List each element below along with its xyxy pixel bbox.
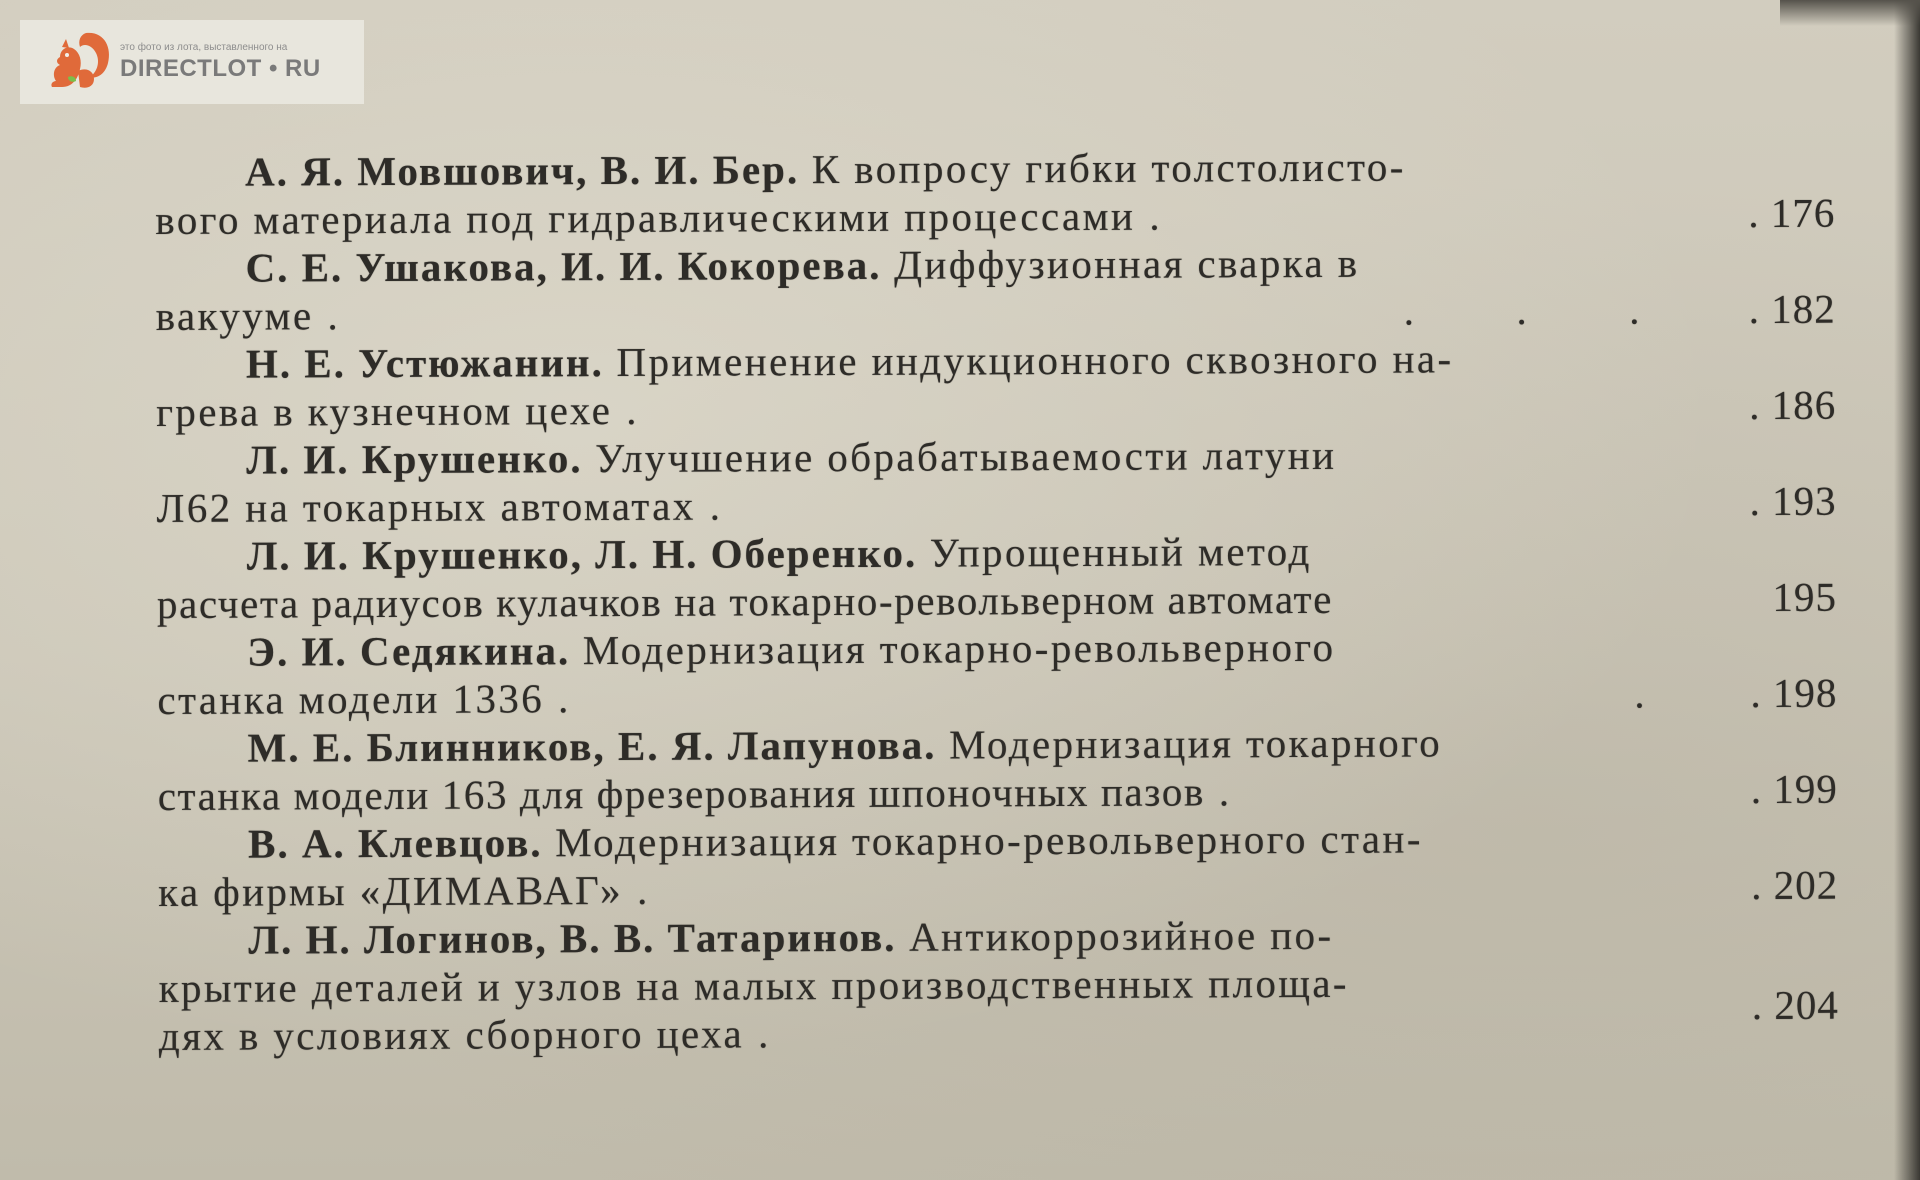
entry-authors: С. Е. Ушакова, И. И. Кокорева. xyxy=(245,241,882,291)
entry-title-continued: вакууме xyxy=(155,292,314,339)
entry-title: Антикоррозийное по- xyxy=(896,911,1334,960)
entry-title-continued: ка фирмы «ДИМАВАГ» xyxy=(158,866,624,915)
entry-page-number: . 202 xyxy=(1751,861,1839,909)
entry-page-number: . 186 xyxy=(1749,381,1837,429)
entry-title-continued: вого материала под гидравлическими процессами xyxy=(155,192,1136,243)
toc-entry xyxy=(156,333,1856,436)
entry-title-continued: станка модели 163 для фрезерования шпоночных пазов xyxy=(157,768,1205,819)
watermark-caption: это фото из лота, выставленного на xyxy=(120,41,288,53)
entry-title: Модернизация токарно-револьверного стан- xyxy=(542,815,1423,866)
entry-page-number: . 193 xyxy=(1749,477,1837,525)
entry-title: Модернизация токарно-револьверного xyxy=(570,623,1336,674)
entry-page-number: . 176 xyxy=(1748,189,1836,237)
entry-title-continued: крытие деталей и узлов на малых производственных площа- xyxy=(158,959,1350,1011)
dot-leader xyxy=(1135,189,1675,239)
entry-page-number: . 198 xyxy=(1750,669,1838,717)
page-corner-shadow xyxy=(1780,0,1920,26)
entry-authors: М. Е. Блинников, Е. Я. Лапунова. xyxy=(247,721,937,771)
toc-entry xyxy=(158,909,1859,1060)
toc-entry xyxy=(156,429,1856,532)
dot-leader xyxy=(744,1005,1679,1057)
entry-page-number: . 199 xyxy=(1750,765,1838,813)
entry-title: Применение индукционного сквозного на- xyxy=(603,335,1454,386)
toc-entry xyxy=(157,525,1857,628)
squirrel-icon xyxy=(38,27,114,97)
dot-leader xyxy=(544,669,1678,722)
dot-leader xyxy=(623,861,1678,914)
entry-authors: В. А. Клевцов. xyxy=(247,819,543,867)
toc-entry xyxy=(158,813,1858,916)
table-of-contents xyxy=(155,141,1859,1060)
entry-authors: Л. И. Крушенко, Л. Н. Оберенко. xyxy=(246,529,918,579)
entry-title: Модернизация токарного xyxy=(936,719,1443,768)
entry-title: Улучшение обрабатываемости латуни xyxy=(582,431,1337,482)
entry-title-continued: дях в условиях сборного цеха xyxy=(158,1010,745,1059)
entry-title: Диффузионная сварка в xyxy=(881,239,1360,288)
dot-leader xyxy=(696,477,1677,529)
entry-authors: Э. И. Седякина. xyxy=(247,627,571,675)
entry-title-continued: Л62 на токарных автоматах xyxy=(156,482,696,531)
toc-entry xyxy=(155,237,1855,340)
dot-leader xyxy=(612,381,1676,434)
toc-entry xyxy=(155,141,1855,244)
entry-page-number: 195 xyxy=(1772,573,1838,620)
watermark xyxy=(20,20,364,104)
watermark-brand: DIRECTLOT • RU xyxy=(120,54,321,82)
entry-title-continued: грева в кузнечном цехе xyxy=(156,387,613,435)
entry-page-number: . 204 xyxy=(1751,981,1839,1029)
entry-title-continued: расчета радиусов кулачков на токарно-револьверном автомате xyxy=(156,575,1334,627)
entry-page-number: . 182 xyxy=(1748,285,1836,333)
entry-authors: Л. И. Крушенко. xyxy=(246,435,583,483)
dot-leader xyxy=(1205,765,1678,815)
entry-authors: А. Я. Мовшович, В. И. Бер. xyxy=(245,146,800,195)
entry-authors: Н. Е. Устюжанин. xyxy=(245,339,604,387)
entry-title: К вопросу гибки толстолисто- xyxy=(799,143,1406,193)
dot-leader xyxy=(313,285,1675,339)
entry-title-continued: станка модели 1336 xyxy=(157,675,545,723)
page-edge-shadow xyxy=(1894,0,1920,1180)
entry-title: Упрощенный метод xyxy=(917,527,1312,576)
toc-entry xyxy=(157,621,1857,724)
entry-authors: Л. Н. Логинов, В. В. Татаринов. xyxy=(248,913,897,963)
toc-entry xyxy=(158,717,1858,820)
